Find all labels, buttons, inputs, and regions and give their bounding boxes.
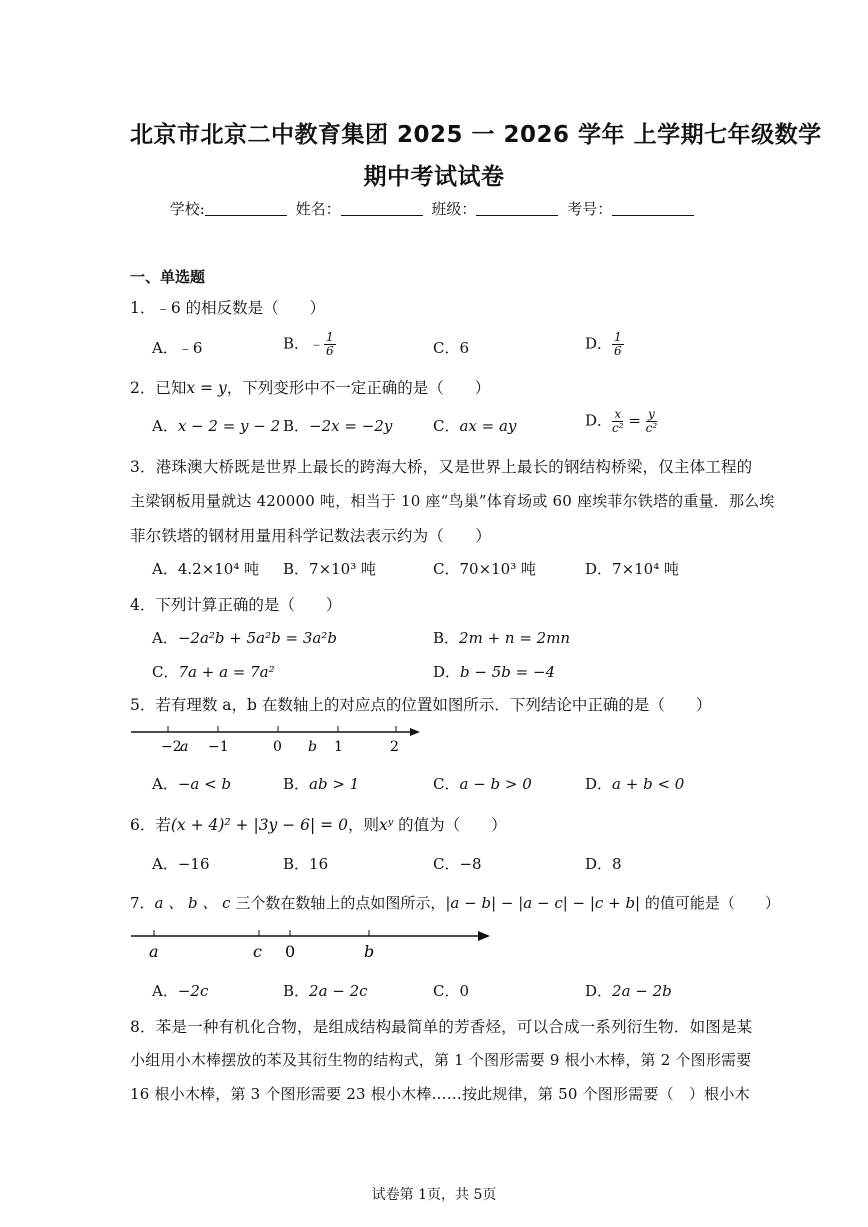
page-footer: 试卷第 1页，共 5页 <box>371 1187 497 1203</box>
q5-option-c: C．a − b > 0 <box>433 775 532 793</box>
q1-stem: 1．﹣6 的相反数是（ ） <box>130 299 326 317</box>
name-label: 姓名： <box>295 200 341 218</box>
q7-option-a: A．−2c <box>152 982 209 1000</box>
q5-axis-label: b <box>308 739 317 755</box>
q6-option-c: C．−8 <box>433 855 482 873</box>
q2-option-b: B．−2x = −2y <box>283 417 393 435</box>
q7-stem: 7．a 、 b 、 c 三个数在数轴上的点如图所示，|a − b| − |a − c| − |c + b| 的值可能是（ ） <box>130 894 780 912</box>
q5-axis-label: 0 <box>273 739 282 755</box>
exam-no-label: 考号： <box>567 200 613 218</box>
class-blank <box>476 201 558 216</box>
q5-axis-label: 2 <box>390 739 399 755</box>
q3-option-c: C．70×10³ 吨 <box>433 560 537 578</box>
q8-line1: 8．苯是一种有机化合物，是组成结构最简单的芳香烃，可以合成一系列衍生物．如图是某 <box>130 1018 753 1036</box>
q2-stem: 2．已知x = y，下列变形中不一定正确的是（ ） <box>130 379 491 397</box>
q3-option-d: D．7×10⁴ 吨 <box>585 560 680 578</box>
q6-option-d: D．8 <box>585 855 622 873</box>
q4-option-c: C．7a + a = 7a² <box>152 663 275 681</box>
q6-option-a: A．−16 <box>152 855 210 873</box>
q5-axis-label: −1 <box>208 739 229 755</box>
q5-option-d: D．a + b < 0 <box>585 775 685 793</box>
q5-option-b: B．ab > 1 <box>283 775 360 793</box>
q7-axis-label: a <box>149 942 159 961</box>
student-info-line <box>0 198 868 219</box>
q3-option-b: B．7×10³ 吨 <box>283 560 377 578</box>
q2-option-d: D． $\frac{x}{\text{c²}}$ = $\frac{y}{\text{c²}}$ <box>585 407 658 435</box>
q1-option-b: B．﹣ $\frac{1}{6}$ <box>283 330 334 358</box>
q5-option-a: A．−a < b <box>152 775 232 793</box>
q3-line2: 主梁钢板用量就达 420000 吨，相当于 10 座“鸟巢”体育场或 60 座埃菲尔铁塔的重量．那么埃 <box>130 492 775 510</box>
q4-option-d: D．b − 5b = −4 <box>433 663 556 681</box>
q7-option-d: D．2a − 2b <box>585 982 672 1000</box>
q8-line2: 小组用小木棒摆放的苯及其衍生物的结构式，第 1 个图形需要 9 根小木棒，第 2 个图形需要 <box>130 1051 752 1069</box>
section-heading: 一、单选题 <box>130 268 206 286</box>
q7-axis-label: c <box>253 942 262 961</box>
q5-axis-label: a <box>180 739 189 755</box>
q6-option-b: B．16 <box>283 855 329 873</box>
name-blank <box>341 201 423 216</box>
q8-line3: 16 根小木棒，第 3 个图形需要 23 根小木棒……按此规律，第 50 个图形需要（ ）根小木 <box>130 1085 750 1103</box>
q3-line3: 菲尔铁塔的钢材用量用科学记数法表示约为（ ） <box>130 527 492 545</box>
q6-stem: 6．若(x + 4)² + |3y − 6| = 0，则xʸ 的值为（ ） <box>130 816 507 834</box>
q1-option-d: D． $\frac{1}{6}$ <box>585 330 622 358</box>
exam-no-blank <box>612 201 694 216</box>
q3-line1: 3．港珠澳大桥既是世界上最长的跨海大桥，又是世界上最长的钢结构桥梁，仅主体工程的 <box>130 458 753 476</box>
exam-title-line1: 北京市北京二中教育集团 2025 一 2026 学年 上学期七年级数学 <box>130 122 822 148</box>
q2-option-c: C．ax = ay <box>433 417 517 435</box>
q4-option-b: B．2m + n = 2mn <box>433 629 571 647</box>
school-label: 学校: <box>169 200 205 218</box>
q7-axis-label: 0 <box>285 942 296 961</box>
q1-option-c: C．6 <box>433 339 470 357</box>
q7-option-b: B．2a − 2c <box>283 982 368 1000</box>
q7-axis-label: b <box>364 942 375 961</box>
q5-axis-label: 1 <box>334 739 343 755</box>
q1-option-a: A．﹣6 <box>152 339 203 357</box>
exam-title-line2: 期中考试试卷 <box>363 164 505 190</box>
q4-stem: 4．下列计算正确的是（ ） <box>130 596 342 614</box>
q5-axis-label: −2 <box>161 739 182 755</box>
q2-option-a: A．x − 2 = y − 2 <box>152 417 281 435</box>
q7-option-c: C．0 <box>433 982 470 1000</box>
school-blank <box>205 201 287 216</box>
class-label: 班级： <box>431 200 477 218</box>
q5-stem: 5．若有理数 a，b 在数轴上的对应点的位置如图所示．下列结论中正确的是（ ） <box>130 696 712 714</box>
q3-option-a: A．4.2×10⁴ 吨 <box>152 560 260 578</box>
q4-option-a: A．−2a²b + 5a²b = 3a²b <box>152 629 337 647</box>
q7-number-line <box>128 926 492 966</box>
q5-number-line <box>128 722 428 758</box>
